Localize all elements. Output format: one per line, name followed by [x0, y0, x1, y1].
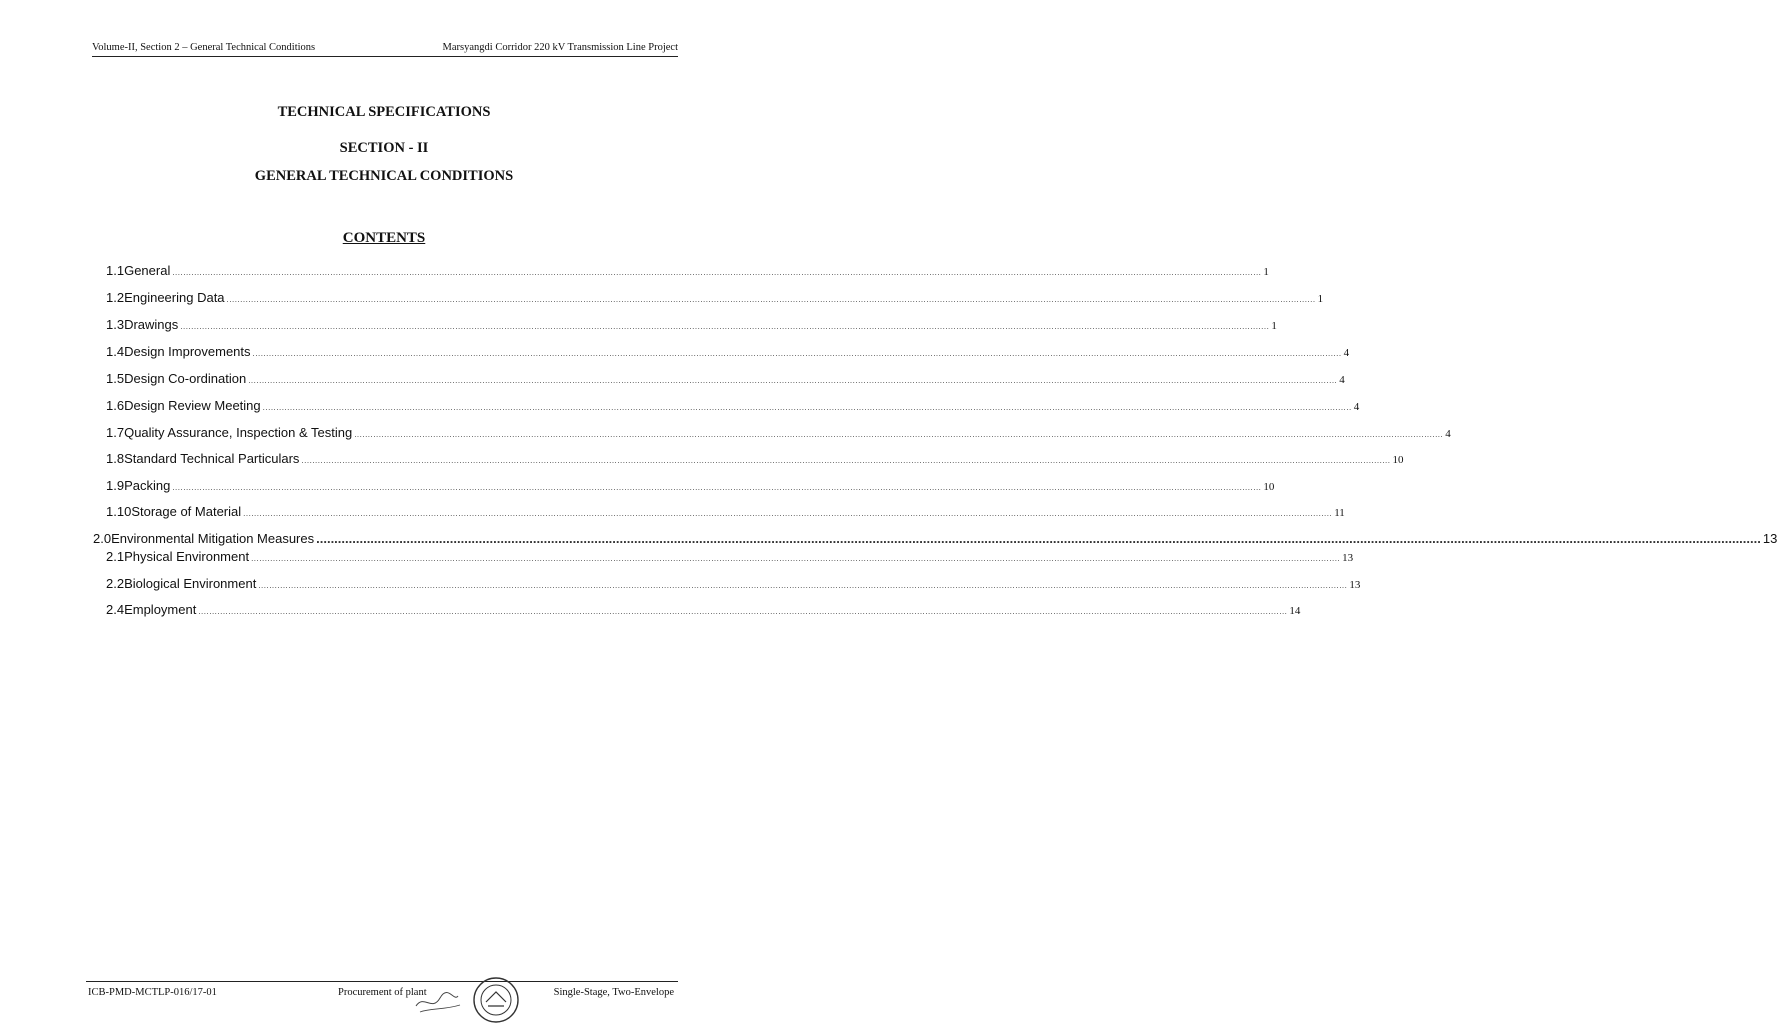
- toc-leader: ................................................................................................................................................................................................................................................................................................................................................................................................................: [172, 483, 1262, 492]
- toc-page: 4: [1445, 428, 1451, 440]
- toc-leader: ................................................................................................................................................................................................................................................................................................................................................................................................................: [172, 268, 1262, 277]
- toc-label: Drawings: [124, 317, 179, 332]
- toc-entry[interactable]: [106, 317, 1277, 332]
- toc-number: 1.6: [106, 398, 125, 413]
- toc-number: 1.5: [106, 371, 125, 386]
- footer-left-text: ICB-PMD-MCTLP-016/17-01: [88, 987, 217, 998]
- toc-number: 1.9: [106, 478, 125, 493]
- toc-leader: ................................................................................................................................................................................................................................................................................................................................................................................................................: [258, 581, 1348, 590]
- toc-number: 2.4: [106, 602, 125, 617]
- toc-leader: ................................................................................................................................................................................................................................................................................................................................................................................................................: [243, 509, 1333, 518]
- toc-label: Quality Assurance, Inspection & Testing: [124, 425, 353, 440]
- header-left-text: Volume-II, Section 2 – General Technical Conditions: [92, 42, 316, 53]
- toc-page: 4: [1353, 401, 1360, 413]
- toc-number: 1.8: [106, 451, 125, 466]
- toc-number: 2.2: [106, 576, 125, 591]
- toc-entry[interactable]: [106, 425, 1451, 440]
- toc-entry[interactable]: [106, 451, 1404, 466]
- toc-entry[interactable]: [106, 602, 1301, 617]
- toc-page: 11: [1334, 507, 1345, 519]
- toc-number: 2.1: [106, 549, 125, 564]
- official-seal-and-signature: [410, 972, 520, 1024]
- toc-label: Design Co-ordination: [124, 371, 247, 386]
- toc-entry[interactable]: [106, 371, 1345, 386]
- toc-label: Engineering Data: [124, 290, 225, 305]
- footer-right-text: Single-Stage, Two-Envelope: [553, 987, 674, 998]
- toc-page: 13: [1762, 531, 1777, 546]
- toc-number: 2.0: [93, 531, 112, 546]
- toc-page: 1: [1263, 266, 1269, 278]
- toc-label: General: [124, 263, 171, 278]
- toc-page: 10: [1392, 454, 1404, 466]
- toc-leader: ................................................................................................................................................................................................................................................................................................................................................................................................................: [180, 322, 1270, 331]
- toc-leader: ................................................................................................................................................................................................................................................................................................................................................................................................................: [226, 295, 1316, 304]
- toc-number: 1.10: [106, 504, 132, 519]
- toc-leader: ................................................................................................................................................................................................................................................................................................................................................................................................................: [354, 430, 1444, 439]
- toc-label: Physical Environment: [124, 549, 250, 564]
- toc-leader: ................................................................................................................................................................................................................................................................................................................................................................................................................: [248, 376, 1338, 385]
- header-right-text: Marsyangdi Corridor 220 kV Transmission Line Project: [442, 42, 678, 53]
- toc-leader: ................................................................................................................................................................................................................................................................................................................................................................................................................: [198, 607, 1288, 616]
- toc-page: 4: [1343, 347, 1350, 359]
- toc-page: 14: [1289, 605, 1301, 617]
- toc-leader: ................................................................................................................................................................................................................................................................................................................................................................................................................: [262, 403, 1352, 412]
- toc-label: Design Improvements: [124, 344, 251, 359]
- toc-leader: ................................................................................................................................................................................................................................................................................................................................................................................................................: [301, 456, 1391, 465]
- toc-entry[interactable]: [106, 549, 1354, 564]
- toc-label: Biological Environment: [124, 576, 257, 591]
- toc-label: Environmental Mitigation Measures: [111, 531, 315, 546]
- footer-center-text: Procurement of plant: [338, 987, 427, 998]
- toc-entry[interactable]: [106, 504, 1345, 519]
- toc-page: 1: [1317, 293, 1324, 305]
- toc-label: Design Review Meeting: [124, 398, 261, 413]
- toc-label: Storage of Material: [131, 504, 242, 519]
- document-title: TECHNICAL SPECIFICATIONS: [277, 104, 491, 120]
- toc-entry[interactable]: [106, 478, 1275, 493]
- toc-leader: ................................................................................................................................................................................................................................................................................................................................................................................................................: [316, 531, 1761, 546]
- toc-page: 4: [1339, 374, 1345, 386]
- toc-leader: ................................................................................................................................................................................................................................................................................................................................................................................................................: [251, 554, 1341, 563]
- page-footer: [86, 981, 678, 998]
- toc-number: 1.4: [106, 344, 125, 359]
- toc-entry[interactable]: [106, 344, 1350, 359]
- toc-leader: ................................................................................................................................................................................................................................................................................................................................................................................................................: [252, 349, 1342, 358]
- toc-label: Packing: [124, 478, 171, 493]
- section-title: SECTION - II: [339, 140, 429, 156]
- toc-entry[interactable]: [106, 576, 1361, 591]
- toc-page: 13: [1342, 552, 1354, 564]
- toc-number: 1.7: [106, 425, 125, 440]
- toc-page: 1: [1271, 320, 1277, 332]
- toc-label: Standard Technical Particulars: [124, 451, 300, 466]
- toc-entry[interactable]: [106, 398, 1360, 413]
- contents-heading: CONTENTS: [342, 230, 426, 246]
- page-header: [92, 42, 678, 57]
- toc-number: 1.3: [106, 317, 125, 332]
- toc-entry[interactable]: [106, 290, 1324, 305]
- toc-entry[interactable]: [106, 263, 1269, 278]
- toc-label: Employment: [124, 602, 197, 617]
- toc-page: 10: [1263, 481, 1275, 493]
- toc-page: 13: [1349, 579, 1361, 591]
- toc-entry-major[interactable]: [93, 531, 1777, 546]
- toc-number: 1.1: [106, 263, 125, 278]
- section-subtitle: GENERAL TECHNICAL CONDITIONS: [254, 168, 514, 184]
- toc-number: 1.2: [106, 290, 125, 305]
